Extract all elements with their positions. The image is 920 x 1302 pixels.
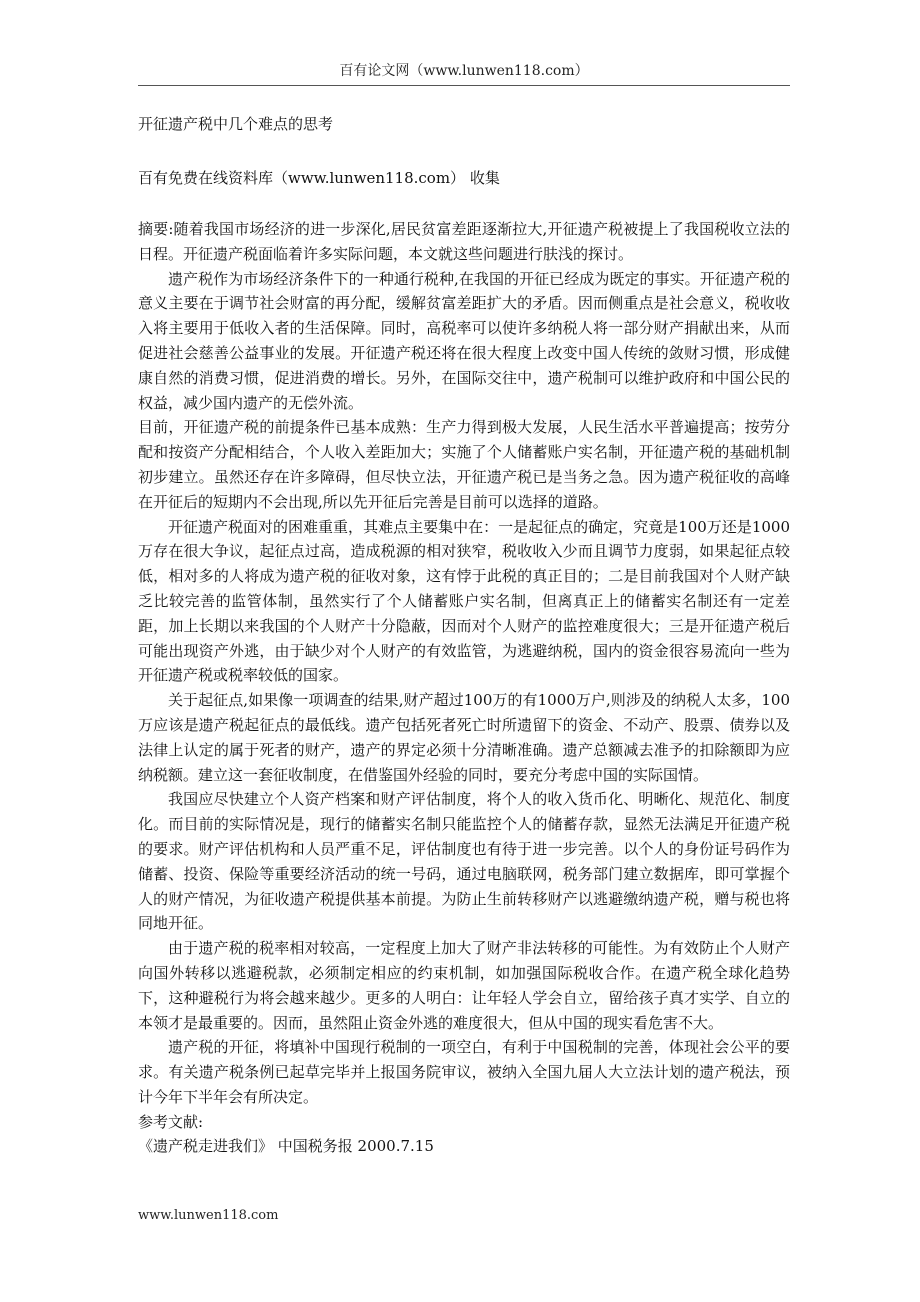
- abstract-paragraph: 摘要:随着我国市场经济的进一步深化,居民贫富差距逐渐拉大,开征遗产税被提上了我国税收立法的日程。开征遗产税面临着许多实际问题，本文就这些问题进行肤浅的探讨。: [138, 220, 790, 263]
- page-footer: www.lunwen118.com: [138, 1208, 279, 1223]
- paragraph-2: 目前，开征遗产税的前提条件已基本成熟：生产力得到极大发展，人民生活水平普遍提高；按劳分配和按资产分配相结合，个人收入差距加大；实施了个人储蓄账户实名制，开征遗产税的基础机制初步建立。虽然还存在许多障碍，但尽快立法，开征遗产税已是当务之急。因为遗产税征收的高峰在开征后的短期内不会出现,所以先开征后完善是目前可以选择的道路。: [138, 418, 790, 511]
- paragraph-3: 开征遗产税面对的困难重重，其难点主要集中在：一是起征点的确定，究竟是100万还是1000万存在很大争议，起征点过高，造成税源的相对狭窄，税收收入少而且调节力度弱，如果起征点较低，相对多的人将成为遗产税的征收对象，这有悖于此税的真正目的；二是目前我国对个人财产缺乏比较完善的监管体制，虽然实行了个人储蓄账户实名制，但离真正上的储蓄实名制还有一定差距，加上长期以来我国的个人财产十分隐蔽，因而对个人财产的监控难度很大；三是开征遗产税后可能出现资产外逃，由于缺少对个人财产的有效监管，为逃避纳税，国内的资金很容易流向一些为开征遗产税或税率较低的国家。: [138, 517, 790, 685]
- paragraph-6: 由于遗产税的税率相对较高，一定程度上加大了财产非法转移的可能性。为有效防止个人财产向国外转移以逃避税款，必须制定相应的约束机制，如加强国际税收合作。在遗产税全球化趋势下，这种避税行为将会越来越少。更多的人明白：让年轻人学会自立，留给孩子真才实学、自立的本领才是最重要的。因而，虽然阻止资金外逃的难度很大，但从中国的现实看危害不大。: [138, 939, 790, 1032]
- document-title: 开征遗产税中几个难点的思考: [138, 115, 334, 133]
- page-header: 百有论文网（www.lunwen118.com）: [138, 60, 790, 86]
- collected-by-line: 百有免费在线资料库（www.lunwen118.com） 收集: [138, 169, 500, 187]
- references-label: 参考文献:: [138, 1112, 204, 1131]
- paragraph-7: 遗产税的开征，将填补中国现行税制的一项空白，有利于中国税制的完善，体现社会公平的要求。有关遗产税条例已起草完毕并上报国务院审议，被纳入全国九届人大立法计划的遗产税法，预计今年下半年会有所决定。: [138, 1038, 790, 1106]
- body-paragraphs: [138, 267, 790, 1110]
- paragraph-1: 遗产税作为市场经济条件下的一种通行税种,在我国的开征已经成为既定的事实。开征遗产税的意义主要在于调节社会财富的再分配，缓解贫富差距扩大的矛盾。因而侧重点是社会意义，税收收入将主要用于低收入者的生活保障。同时，高税率可以使许多纳税人将一部分财产捐献出来，从而促进社会慈善公益事业的发展。开征遗产税还将在很大程度上改变中国人传统的敛财习惯，形成健康自然的消费习惯，促进消费的增长。另外，在国际交往中，遗产税制可以维护政府和中国公民的权益，减少国内遗产的无偿外流。: [138, 269, 790, 412]
- reference-item: 《遗产税走进我们》 中国税务报 2000.7.15: [138, 1137, 434, 1156]
- paragraph-5: 我国应尽快建立个人资产档案和财产评估制度，将个人的收入货币化、明晰化、规范化、制度化。而目前的实际情况是，现行的储蓄实名制只能监控个人的储蓄存款，显然无法满足开征遗产税的要求。财产评估机构和人员严重不足，评估制度也有待于进一步完善。以个人的身份证号码作为储蓄、投资、保险等重要经济活动的统一号码，通过电脑联网，税务部门建立数据库，即可掌握个人的财产情况，为征收遗产税提供基本前提。为防止生前转移财产以逃避缴纳遗产税，赠与税也将同地开征。: [138, 790, 790, 933]
- document-body: [138, 112, 790, 1159]
- references-section: [138, 1110, 790, 1160]
- paragraph-4: 关于起征点,如果像一项调查的结果,财产超过100万的有1000万户,则涉及的纳税人太多，100万应该是遗产税起征点的最低线。遗产包括死者死亡时所遗留下的资金、不动产、股票、债券以及法律上认定的属于死者的财产，遗产的界定必须十分清晰准确。遗产总额减去准予的扣除额即为应纳税额。建立这一套征收制度，在借鉴国外经验的同时，要充分考虑中国的实际国情。: [138, 691, 790, 784]
